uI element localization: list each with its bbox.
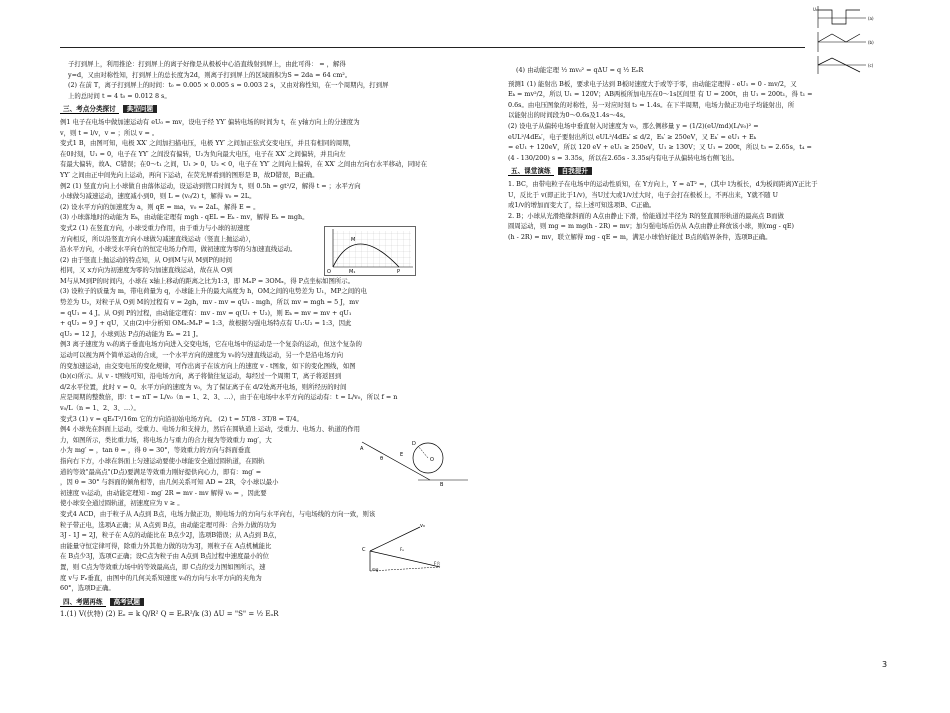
fig-label: B	[440, 481, 444, 488]
text-line: 例4 小球先在斜面上运动，受重力、电场力和支持力，然后在圆轨道上运动，受重力、电场力、轨道的作用	[60, 425, 361, 434]
text-line: YY′ 之间由正中间先向上运动，再向下运动，在荧光屏看到的图形是 B，故D错误，B正确。	[60, 170, 319, 179]
text-line: v，则 t = l/v，v = ；所以 v = 。	[60, 128, 159, 137]
text-line: (h - 2R) = mv，联立解得 mg - qE = m，满足小球恰好能过 B点的临界条件，选项B正确。	[508, 232, 772, 241]
fig-label: E	[400, 451, 404, 458]
vt-figure	[812, 2, 874, 76]
fig-label: D	[412, 440, 416, 447]
text-line: 初速度 v₀运动，由动能定理知 - mg′ 2R = mv - mv 解得 v₀ = ，因此要	[60, 488, 267, 497]
fig-label: U₀	[813, 7, 818, 12]
text-line: = qU₁ = 4 J。从 O到 P的过程，由动能定理有：mv - mv = q(U₁ + U₂)，则 Eₖ = mv = mv + qU₁	[60, 308, 352, 317]
text-line: 置，则 C点为等效重力场中的等效最高点，即 C点的受力图如图所示，速	[60, 562, 266, 571]
text-line: 例2 (1) 竖直方向上小球做自由落体运动，设运动到管口时间为 t，则 0.5h = gt²/2，解得 t = ；水平方向	[60, 181, 361, 190]
text-line: 2. B；小球从光滑绝缘斜面的 A点由静止下滑，恰能通过半径为 R的竖直圆形轨道的最高点 B而做	[508, 211, 784, 220]
fig-label: A	[360, 445, 364, 452]
text-line: 指向右下方，小球在斜面上匀速运动要使小球能安全通过圆轨道，在圆轨	[60, 456, 265, 465]
text-line: (2) 由于竖直上抛运动的特点知，从 O到M与从 M到P的时间	[60, 255, 232, 264]
text-line: 方向相反，所以沿竖直方向小球做匀减速直线运动（竖直上抛运动），	[60, 234, 255, 243]
text-line: U，反比于 v(即正比于1/v)，当U过大或1/v过大时，电子会打在极板上，不再出来，Y就不随 U	[508, 190, 778, 199]
text-line: 小为 mg′ = ，tan θ = ，得 θ = 30°，等效重力的方向与斜面垂直	[60, 446, 251, 455]
text-line: 或1/v的增加而变大了，综上述可知选项B、C正确。	[508, 201, 656, 210]
text-line: 在0时刻，U₁ = 0，电子在 YY′ 之间没有偏转，U₂为负向最大电压，电子在 XX′ 之间偏转，并且向左	[60, 149, 346, 158]
text-line: 3J - 1J = 2J，粒子在 A点的动能比在 B点少2J，选项B错误；从 A点到 B点，	[60, 531, 281, 540]
text-line: 1.(1) V(伏特) (2) Eₒ = k Q/R² Q = EₒR²/k (3) ΔU = "S" = ½ EₒR	[60, 610, 279, 619]
text-line: (3) 小球落地时的动能为 Eₖ，由动能定理有 mgh - qEL = Eₖ - mv，解得 Eₖ = mgh。	[60, 213, 309, 222]
text-line: 力，如图所示，类比重力场，将电场力与重力的合力视为等效重力 mg′，大	[60, 435, 272, 444]
text-line: eUL²/4dEₖ′，电子要射出所以 eUL²/4dEₖ′ ≤ d/2，Eₖ′ ≥ 250eV，又 Eₖ′ = eU₁ + Eₖ	[508, 132, 757, 141]
text-line: M与从M到P的时间内，小球在 x轴上移动的距离之比为1:3，即 MₓP = 3OMₓ，得 P点坐标如图所示。	[60, 276, 355, 285]
text-line: v₀/L（n = 1、2、3、…）。	[60, 404, 140, 412]
page-number: 3	[882, 660, 888, 669]
fig-label: v₀	[420, 522, 425, 529]
text-line: (2) 设电子从偏转电场中垂直射入时速度为 v₀，那么侧移量 y = (1/2)(eU/md)(L/v₀)² =	[508, 121, 759, 130]
text-line: (b)(c)所示。从 v - t图线可知，沿电场方向，离子将做往复运动，每经过一个周期 T，离子将返回到	[60, 372, 342, 381]
fig-label: O	[327, 268, 331, 275]
text-line: 粒子带正电，选项A正确；从 A点到 B点，由动能定理可得：合外力做的功为	[60, 520, 277, 529]
text-line: 子打到屏上，利用推论：打到屏上的离子好像是从极板中心沿直线射到屏上，由此可得： = ，解得	[68, 60, 346, 68]
text-line: (4) 由动能定理 ½ mv₀² = qΔU = q ½ EₒR	[516, 66, 644, 74]
text-line: (2) 设水平方向的加速度为 a，则 qE = ma，v₀ = 2aL，解得 E = 。	[60, 202, 260, 211]
text-line: 道的等效"最高点"(D点)要满足等效重力刚好提供向心力，即有：mg′ =	[60, 467, 262, 476]
text-line: ，因 θ = 30° 与斜面的倾角相等，由几何关系可知 AD = 2R，令小球以最小	[60, 478, 279, 487]
text-line: 度 v与 Fₑ垂直，由图中的几何关系知速度 v₀的方向与水平方向的夹角为	[60, 573, 262, 582]
text-line: 由能量守恒定律可得，除重力外其他力做的功为3J，则粒子在 A点机械能比	[60, 541, 272, 550]
left-column	[60, 60, 470, 621]
text-line: 0.6s。由电压图象的对称性，另一对应时刻 t₂ = 1.4s。在下半周期，电场力做正功电子均能射出，所	[508, 100, 795, 109]
text-line: 势差为 U₂，对粒子从 O到 M的过程有 v = 2gh，mv - mv = qU₁ - mgh，所以 mv = mgh = 5 J，mv	[60, 298, 359, 307]
text-line: 小球做匀减速运动，速度减小到0，则 L = (v₀/2) t，解得 v₀ = 2L。	[60, 192, 256, 201]
text-line: (3) 设粒子的质量为 m，带电荷量为 q，小球能上升的最大高度为 h，OM之间的电势差为 U₁，MP之间的电	[60, 287, 367, 296]
text-line: + qU₂ = 9 J + qU，又由(2)中分析知 OMₓ:MₓP = 1:3，故根据匀强电场特点有 U₁:U₂ = 1:3，因此	[60, 319, 352, 328]
fig-label: Fₑ	[400, 546, 404, 552]
text-line: 预测1 (1) 能射出 B板，要求电子达到 B板时速度大于或等于零，由动能定理得 - eU₁ = 0 - mv/2，又	[508, 79, 797, 88]
fig-label: (b)	[868, 40, 874, 45]
text-line: 例1 电子在电场中做加速运动有 eU₀ = mv，设电子经 YY′ 偏转电场的时间为 t，在 y轴方向上的分速度为	[60, 117, 360, 126]
fig-label: mg	[372, 566, 379, 572]
text-line: 应是周期的整数倍，即：t = nT = L/v₀（n = 1、2、3、…），由于在电场中水平方向的运动有：t = L/v₀，所以 f = n	[60, 393, 398, 402]
text-line: y=d，又由对称性知，打到屏上的总长度为2d，则离子打到屏上的区域面积为S = 2da = 64 cm²。	[68, 70, 352, 79]
fig-label: (c)	[868, 63, 874, 68]
section-heading: 三、考点分类探讨 典型问题	[60, 105, 157, 115]
text-line: 有最大偏转，故A、C错误；在0～t₁ 之间，U₁ > 0，U₂ < 0，电子在 YY′ 之间向上偏转，在 XX′ 之间由左向右水平移动，同时在	[60, 160, 427, 169]
text-line: 上的总时间 t = 4 t₀ = 0.012 8 s。	[68, 91, 171, 100]
text-line: 1. BC，由带电粒子在电场中的运动性质知，在 Y方向上，Y = aT² =，(其中 l为板长，d为板间距离)Y正比于	[508, 179, 818, 188]
section-heading: 四、考题再练 高考试题	[60, 598, 144, 608]
text-line: 变式4 ACD，由于粒子从 A点到 B点，电场力做正功，则电场力的方向与水平向右，与电场线的方向一致，则该	[60, 509, 376, 518]
fig-label: M	[351, 236, 356, 243]
right-column	[508, 66, 870, 244]
top-rule	[60, 47, 805, 48]
text-line: 使小球安全通过圆轨道，初速度应为 v ≥ 。	[60, 499, 184, 508]
section-heading: 五、课堂演练 自我提升	[508, 167, 592, 177]
fig-label: O	[430, 456, 434, 463]
text-line: 变式2 (1) 在竖直方向，小球受重力作用，由于重力与小球的初速度	[60, 223, 250, 232]
text-line: (4 - 130/200) s = 3.35s，所以在2.65s - 3.35s内有电子从偏转电场右侧飞出。	[508, 153, 739, 162]
fig-label: (a)	[868, 16, 874, 21]
fig-label: C	[362, 546, 366, 553]
text-line: 的变加速运动，由交变电压的变化规律，可作出离子在该方向上的速度 v - t图象，如下的变化图线，如图	[60, 361, 356, 370]
text-line: 例3 离子速度为 v₀的离子垂直电场方向进入交变电场，它在电场中的运动是一个复杂的运动，但这个复杂的	[60, 340, 362, 349]
force-diagram	[360, 521, 450, 573]
text-line: 变式1 B，由图可知，电极 XX′ 之间加扫描电压，电极 YY′ 之间加正弦式交变电压，并且有相同的周期，	[60, 139, 355, 148]
fig-label: M₁	[349, 268, 356, 275]
parabola-figure	[324, 226, 416, 276]
text-line: (2) 在前 T，离子打到屏上的时间：t₀ = 0.005 × 0.005 s = 0.003 2 s，又由对称性知，在一个周期内，打到屏	[68, 81, 389, 90]
text-line: = eU₁ + 120eV，所以 120 eV + eU₁ ≥ 250eV，U₁ ≥ 130V；又 U₁ = 200t，所以 t₃ = 2.65s，t₄ =	[508, 143, 812, 152]
text-line: 以能射出的时间段为0～0.6s及1.4s～4s。	[508, 111, 630, 120]
text-line: Eₖ = mv²/2，所以 U₁ = 120V；AB两板所加电压在0～1s区间里 有 U = 200t，由 U₁ = 200t₁，得 t₁ =	[508, 90, 813, 99]
text-line: 圆周运动，则 mg = m mg(h - 2R) = mv；加匀强电场后仍从 A点由静止释放该小球，则(mg - qE)	[508, 222, 795, 231]
text-line: d/2水平位置，此时 v = 0。水平方向的速度为 v₀，为了保证离子在 d/2处离开电场，则所经历的时间	[60, 382, 347, 391]
text-line: 60°，选项D正确。	[60, 584, 115, 593]
fig-label: θ	[380, 455, 384, 462]
fig-label: P	[397, 268, 401, 275]
fig-label: F合	[434, 560, 441, 566]
text-line: 相同，又 x方向为初速度为零的匀加速直线运动，故在从 O到	[60, 266, 233, 275]
text-line: 在 B点少3J，选项C正确；设C点为粒子由 A点到 B点过程中速度最小的位	[60, 552, 270, 561]
text-line: 变式3 (1) v = qE₀T²/16m 它的方向沿初始电场方向。 (2) t = 5T/8 - 3T/8 = T/4。	[60, 414, 303, 423]
text-line: 沿水平方向，小球受水平向右的恒定电场力作用，做初速度为零的匀加速直线运动。	[60, 245, 297, 254]
text-line: 运动可以视为两个简单运动的合成，一个水平方向的速度为 v₀的匀速直线运动，另一个是沿电场方向	[60, 351, 343, 360]
text-line: qU₂ = 12 J，小球到达 P点的动能为 Eₖ = 21 J。	[60, 329, 202, 338]
circle-track-figure	[360, 436, 470, 488]
